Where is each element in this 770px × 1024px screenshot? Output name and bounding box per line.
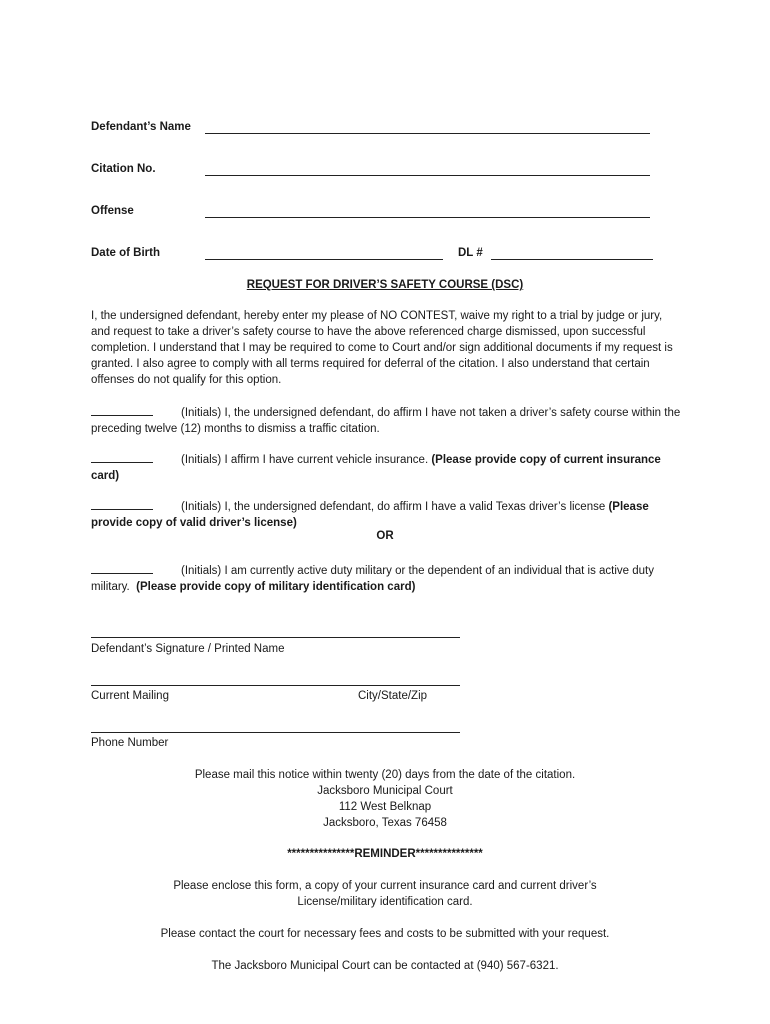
- contact-fees: Please contact the court for necessary fees and costs to be submitted with your request.: [160, 928, 610, 940]
- affirmation-text: (Initials) I, the undersigned defendant, do affirm I have not taken a driver’s safety course within the preceding twelve (12) months to dismiss a traffic citation.: [91, 407, 681, 435]
- city-state-zip-label: City/State/Zip: [358, 690, 428, 702]
- offense-line[interactable]: [205, 217, 650, 218]
- affirmation-text: (Initials) I am currently active duty military or the dependent of an individual that is active duty military.: [91, 565, 655, 593]
- phone-line[interactable]: [91, 732, 460, 733]
- form-title: REQUEST FOR DRIVER’S SAFETY COURSE (DSC): [246, 279, 524, 291]
- affirmation-note: (Please provide copy of current insurance card): [91, 454, 661, 482]
- enclose-line-1: Please enclose this form, a copy of your current insurance card and current driver’s: [173, 880, 597, 892]
- mailing-line[interactable]: [91, 685, 460, 686]
- initials-line[interactable]: [91, 451, 153, 463]
- dl-line[interactable]: [491, 259, 653, 260]
- affirmation-note: (Please provide copy of valid driver’s license): [91, 501, 649, 529]
- enclose-line-2: License/military identification card.: [297, 896, 473, 908]
- citation-no-line[interactable]: [205, 175, 650, 176]
- intro-paragraph: I, the undersigned defendant, hereby enter my please of NO CONTEST, waive my right to a trial by judge or jury, and request to take a driver’s safety course to have the above referenced charge dismissed, upon successful completion. I understand that I may be required to come to Court and/or sign additional documents if my request is granted. I also agree to comply with all terms required for deferral of the citation. I also understand that certain offenses do not qualify for this option.: [91, 310, 673, 386]
- affirmation-note: (Please provide copy of military identification card): [136, 581, 416, 593]
- court-name: Jacksboro Municipal Court: [317, 785, 453, 797]
- offense-label: Offense: [91, 205, 134, 217]
- initials-line[interactable]: [91, 404, 153, 416]
- court-street: 112 West Belknap: [338, 801, 432, 813]
- affirmation-license: [91, 498, 681, 531]
- signature-line[interactable]: [91, 637, 460, 638]
- dob-label: Date of Birth: [91, 247, 160, 259]
- defendant-name-line[interactable]: [205, 133, 650, 134]
- reminder-heading: ***************REMINDER***************: [287, 848, 483, 860]
- dob-line[interactable]: [205, 259, 443, 260]
- phone-label: Phone Number: [91, 737, 169, 749]
- contact-phone: The Jacksboro Municipal Court can be contacted at (940) 567-6321.: [211, 960, 559, 972]
- citation-no-label: Citation No.: [91, 163, 156, 175]
- affirmation-military: [91, 562, 681, 595]
- defendant-name-label: Defendant’s Name: [91, 121, 191, 133]
- or-separator: OR: [376, 530, 394, 542]
- affirmation-text: (Initials) I affirm I have current vehicle insurance.: [181, 454, 429, 466]
- initials-line[interactable]: [91, 562, 153, 574]
- signature-label: Defendant’s Signature / Printed Name: [91, 643, 285, 655]
- mailing-label: Current Mailing: [91, 690, 169, 702]
- mail-notice: Please mail this notice within twenty (20) days from the date of the citation.: [194, 769, 576, 781]
- affirmation-text: (Initials) I, the undersigned defendant, do affirm I have a valid Texas driver’s license: [181, 501, 606, 513]
- affirmation-no-prior-course: [91, 404, 681, 437]
- court-city: Jacksboro, Texas 76458: [323, 817, 447, 829]
- dl-label: DL #: [458, 247, 483, 259]
- initials-line[interactable]: [91, 498, 153, 510]
- affirmation-insurance: [91, 451, 681, 484]
